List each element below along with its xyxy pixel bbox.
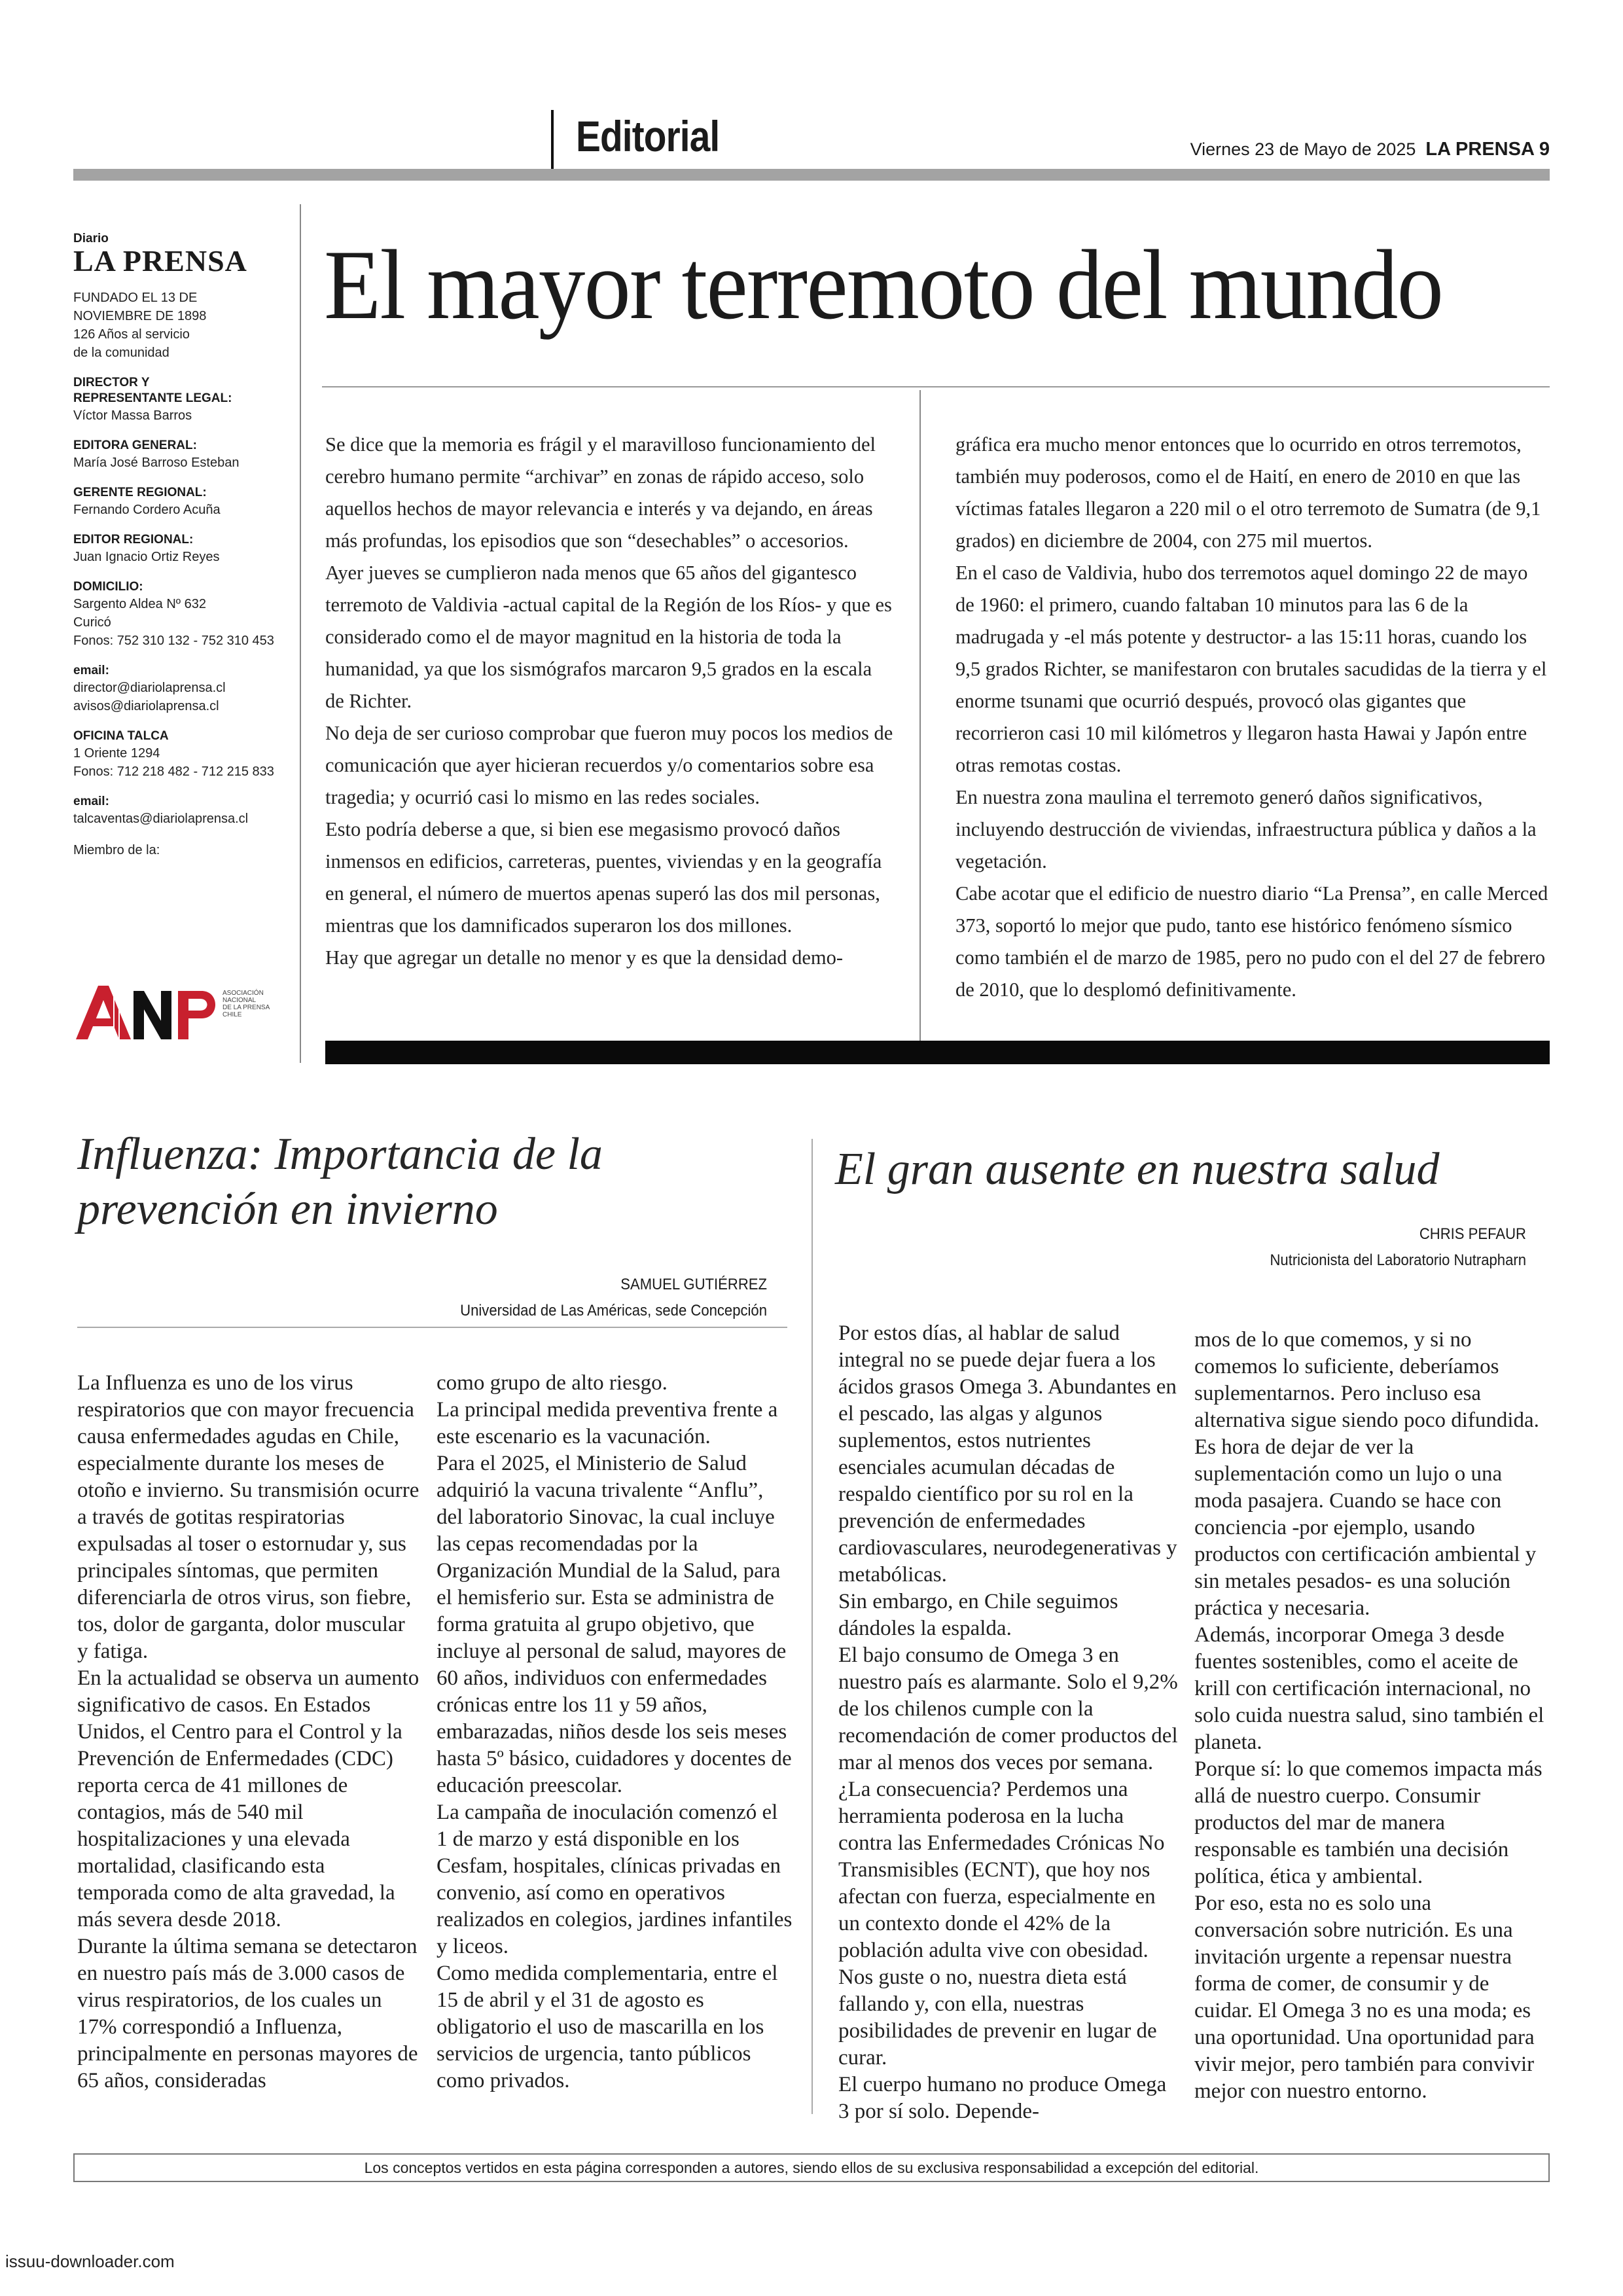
opinion1-column-2 [437, 1370, 793, 2094]
opinion2-paragraph: El cuerpo humano no produce Omega 3 por sí solo. Depende- [838, 2073, 1167, 2123]
opinion1-rule [77, 1327, 787, 1328]
opinion2-paragraph: mos de lo que comemos, y si no comemos lo suficiente, deberíamos suplementarnos. Pero incluso esa alternativa sigue siendo poco difundida. Es hora de dejar de ver la suplementación como un lujo o una moda pasajera. Cuando se hace con conciencia -por ejemplo, usando productos con certificación ambiental y sin metales pesados- es una solución práctica y necesaria. [1194, 1328, 1539, 1620]
logo-caption-4: CHILE [223, 1011, 242, 1018]
logo-caption-1: ASOCIACIÓN [223, 990, 264, 997]
opinion2-paragraph: Porque sí: lo que comemos impacta más allá de nuestro cuerpo. Consumir productos del mar de manera responsable es también una decisión política, ética y ambiental. [1194, 1757, 1543, 1888]
headline-rule [322, 386, 1550, 387]
masthead-name: LA PRENSA [73, 244, 247, 278]
issue-date: Viernes 23 de Mayo de 2025 [1190, 139, 1416, 159]
editorial-paragraph: En el caso de Valdivia, hubo dos terremotos aquel domingo 22 de mayo de 1960: el primero, cuando faltaban 10 minutos para las 6 de la madrugada y -el más potente y destructor- a las 15:11 horas, cuando los 9,5 grados Richter, se manifestaron con brutales sacudidas de la tierra y el enorme tsunami que ocurrió después, provocó olas gigantes que recorrieron casi 10 mil kilómetros y llegaron hasta Hawai y Japón entre otras remotas costas. [955, 562, 1547, 776]
staff-value: Sargento Aldea Nº 632 [73, 597, 207, 611]
editorial-paragraph: Se dice que la memoria es frágil y el maravilloso funcionamiento del cerebro humano permite “archivar” en zonas de rápido acceso, solo aquellos hechos de mayor relevancia e interés y va dejando, en áreas más profundas, los episodios que son “desechables” o accesorios. [325, 433, 876, 552]
watermark-text: issuu-downloader.com [5, 2251, 175, 2271]
opinion2-affiliation: Nutricionista del Laboratorio Nutrapharn [1270, 1251, 1526, 1269]
header-gray-bar [73, 169, 1550, 181]
masthead-founded [73, 289, 296, 362]
staff-entry [73, 485, 296, 519]
staff-entry [73, 794, 296, 828]
opinion2-author: CHRIS PEFAUR [1419, 1225, 1526, 1243]
staff-entry [73, 663, 296, 715]
staff-label: EDITOR REGIONAL: [73, 533, 194, 547]
opinion2-paragraph: El bajo consumo de Omega 3 en nuestro país es alarmante. Solo el 9,2% de los chilenos cumple con la recomendación de comer productos del mar al menos dos veces por semana. ¿La consecuencia? Perdemos una herramienta poderosa en la lucha contra las Enfermedades Crónicas No Transmisibles (ECNT), que hoy nos afectan con fuerza, especialmente en un contexto donde el 42% de la población adulta vive con obesidad. Nos guste o no, nuestra dieta está fallando y, con ella, nuestras posibilidades de prevenir en lugar de curar. [838, 1643, 1178, 2070]
opinion1-paragraph: Como medida complementaria, entre el 15 de abril y el 31 de agosto es obligatorio el uso de mascarilla en los servicios de urgencia, tanto públicos como privados. [437, 1962, 778, 2092]
opinion1-paragraph: Durante la última semana se detectaron en nuestro país más de 3.000 casos de virus respiratorios, de los cuales un 17% correspondió a Influenza, principalmente en personas mayores de 65 años, consideradas [77, 1935, 418, 2092]
opinion1-affiliation: Universidad de Las Américas, sede Concepción [460, 1302, 767, 1319]
editorial-paragraph: gráfica era mucho menor entonces que lo ocurrido en otros terremotos, también muy poderosos, como el de Haití, en enero de 2010 en que las víctimas fatales llegaron a 220 mil o el otro terremoto de Sumatra (de 9,1 grados) en diciembre de 2004, con 275 mil muertos. [955, 433, 1541, 552]
header-divider [551, 110, 554, 170]
editorial-paragraph: En nuestra zona maulina el terremoto generó daños significativos, incluyendo destrucción de viviendas, infraestructura pública y daños a la vegetación. [955, 786, 1537, 872]
opinion2-paragraph: Sin embargo, en Chile seguimos dándoles la espalda. [838, 1590, 1118, 1640]
staff-email[interactable]: avisos@diariolaprensa.cl [73, 699, 219, 713]
staff-label: DIRECTOR Y [73, 376, 150, 389]
opinion2-paragraph: Además, incorporar Omega 3 desde fuentes sostenibles, como el aceite de krill con certificación internacional, no solo cuida nuestra salud, sino también el planeta. [1194, 1623, 1544, 1754]
opinion1-paragraph: La campaña de inoculación comenzó el 1 de marzo y está disponible en los Cesfam, hospitales, clínicas privadas en convenio, así como en operativos realizados en colegios, jardines infantiles y liceos. [437, 1801, 793, 1958]
staff-entry [73, 579, 296, 650]
founded-line: de la comunidad [73, 346, 169, 360]
logo-caption-2: NACIONAL [223, 997, 257, 1004]
opinion2-paragraph: Por eso, esta no es solo una conversación sobre nutrición. Es una invitación urgente a repensar nuestra forma de comer, de consumir y de cuidar. El Omega 3 no es una moda; es una oportunidad. Una oportunidad para vivir mejor, pero también para convivir mejor con nuestro entorno. [1194, 1892, 1535, 2103]
staff-value: Víctor Massa Barros [73, 408, 192, 423]
staff-entry [73, 438, 296, 472]
opinion1-paragraph: como grupo de alto riesgo. [437, 1371, 668, 1395]
founded-line: NOVIEMBRE DE 1898 [73, 309, 207, 323]
staff-label: DOMICILIO: [73, 580, 143, 594]
opinion2-column-2 [1194, 1327, 1548, 2105]
opinion1-paragraph: En la actualidad se observa un aumento significativo de casos. En Estados Unidos, el Centro para el Control y la Prevención de Enfermedades (CDC) reporta cerca de 41 millones de contagios, más de 540 mil hospitalizaciones y una elevada mortalidad, clasificando esta temporada como de alta gravedad, la más severa desde 2018. [77, 1666, 419, 1931]
staff-value: Fonos: 712 218 482 - 712 215 833 [73, 764, 274, 779]
staff-label: OFICINA TALCA [73, 729, 169, 743]
staff-value: Fernando Cordero Acuña [73, 503, 221, 517]
staff-label: email: [73, 795, 109, 808]
staff-value: María José Barroso Esteban [73, 456, 240, 470]
footer-disclaimer: Los conceptos vertidos en esta página corresponden a autores, siendo ellos de su exclusiva responsabilidad a excepción del editorial. [73, 2153, 1550, 2182]
logo-caption-3: DE LA PRENSA [223, 1004, 270, 1011]
staff-label: email: [73, 664, 109, 677]
opinion2-paragraph: Por estos días, al hablar de salud integral no se puede dejar fuera a los ácidos grasos Omega 3. Abundantes en el pescado, las algas y algunos suplementos, estos nutrientes esenciales acumulan décadas de respaldo científico por su rol en la prevención de enfermedades cardiovasculares, neurodegenerativas y metabólicas. [838, 1321, 1177, 1587]
paper-page: LA PRENSA 9 [1425, 139, 1550, 160]
section-title: Editorial [576, 112, 720, 160]
member-label: Miembro de la: [73, 843, 160, 857]
editorial-column-divider [919, 390, 921, 1041]
opinion2-column-1 [838, 1320, 1180, 2125]
staff-value: Curicó [73, 615, 111, 630]
editorial-paragraph: Ayer jueves se cumplieron nada menos que 65 años del gigantesco terremoto de Valdivia -actual capital de la Región de los Ríos- y que es considerado como el de mayor magnitud en la historia de toda la humanidad, ya que los sismógrafos marcaron 9,5 grados en la escala de Richter. [325, 562, 892, 712]
staff-value: Juan Ignacio Ortiz Reyes [73, 550, 220, 564]
editorial-paragraph: Hay que agregar un detalle no menor y es que la densidad demo- [325, 946, 844, 969]
editorial-headline: El mayor terremoto del mundo [324, 230, 1443, 340]
staff-entry [73, 532, 296, 566]
opinion1-paragraph: La principal medida preventiva frente a este escenario es la vacunación. [437, 1398, 778, 1448]
founded-line: 126 Años al servicio [73, 327, 190, 342]
staff-value: 1 Oriente 1294 [73, 746, 160, 761]
staff-email[interactable]: director@diariolaprensa.cl [73, 681, 226, 695]
staff-label: EDITORA GENERAL: [73, 439, 197, 452]
staff-value: Fonos: 752 310 132 - 752 310 453 [73, 634, 274, 648]
opinion1-paragraph: Para el 2025, el Ministerio de Salud adquirió la vacuna trivalente “Anflu”, del laboratorio Sinovac, la cual incluye las cepas recomendadas por la Organización Mundial de la Salud, para el hemisferio sur. Esta se administra de forma gratuita al grupo objetivo, que incluye al personal de salud, mayores de 60 años, individuos con enfermedades crónicas entre los 11 y 59 años, embarazadas, niños desde los seis meses hasta 5º básico, cuidadores y docentes de educación preescolar. [437, 1452, 792, 1797]
staff-entry [73, 375, 296, 425]
editorial-black-bar [325, 1041, 1550, 1064]
opinion2-title: El gran ausente en nuestra salud [835, 1144, 1440, 1194]
staff-label: REPRESENTANTE LEGAL: [73, 391, 232, 405]
date-line [1190, 139, 1550, 160]
founded-line: FUNDADO EL 13 DE [73, 291, 198, 305]
editorial-column-1 [325, 429, 895, 974]
opinion1-byline [346, 1272, 767, 1324]
anp-logo [73, 982, 289, 1047]
masthead-diario: Diario [73, 232, 109, 245]
opinion2-byline [1105, 1221, 1526, 1274]
masthead [73, 232, 296, 859]
editorial-column-2 [955, 429, 1551, 1006]
staff-label: GERENTE REGIONAL: [73, 486, 207, 499]
anp-logo-graphic [73, 982, 289, 1044]
masthead-divider [300, 204, 301, 1063]
masthead-staff [73, 375, 296, 828]
staff-email[interactable]: talcaventas@diariolaprensa.cl [73, 812, 249, 826]
opinion1-column-1 [77, 1370, 421, 2094]
editorial-paragraph: Cabe acotar que el edificio de nuestro diario “La Prensa”, en calle Merced 373, soportó lo mejor que pudo, tanto ese histórico fenómeno sísmico como también el de marzo de 1985, pero no pudo con el del 27 de febrero de 2010, que lo desplomó definitivamente. [955, 882, 1548, 1001]
editorial-paragraph: Esto podría deberse a que, si bien ese megasismo provocó daños inmensos en edificios, carreteras, puentes, viviendas y en la geografía en general, el número de muertos apenas superó las dos mil personas, mientras que los damnificados superaron los dos millones. [325, 818, 882, 937]
opinion1-author: SAMUEL GUTIÉRREZ [620, 1276, 767, 1293]
opinion-divider [812, 1139, 813, 2114]
editorial-paragraph: No deja de ser curioso comprobar que fueron muy pocos los medios de comunicación que ayer hicieran recuerdos y/o comentarios sobre esa tragedia; y ocurrió casi lo mismo en las redes sociales. [325, 722, 893, 808]
opinion1-paragraph: La Influenza es uno de los virus respiratorios que con mayor frecuencia causa enfermedades agudas en Chile, especialmente durante los meses de otoño e invierno. Su transmisión ocurre a través de gotitas respiratorias expulsadas al toser o estornudar y, sus principales síntomas, que permiten diferenciarla de otros virus, son fiebre, tos, dolor de garganta, dolor muscular y fatiga. [77, 1371, 419, 1663]
staff-entry [73, 728, 296, 781]
opinion1-title: Influenza: Importancia de la prevención en invierno [77, 1129, 603, 1234]
